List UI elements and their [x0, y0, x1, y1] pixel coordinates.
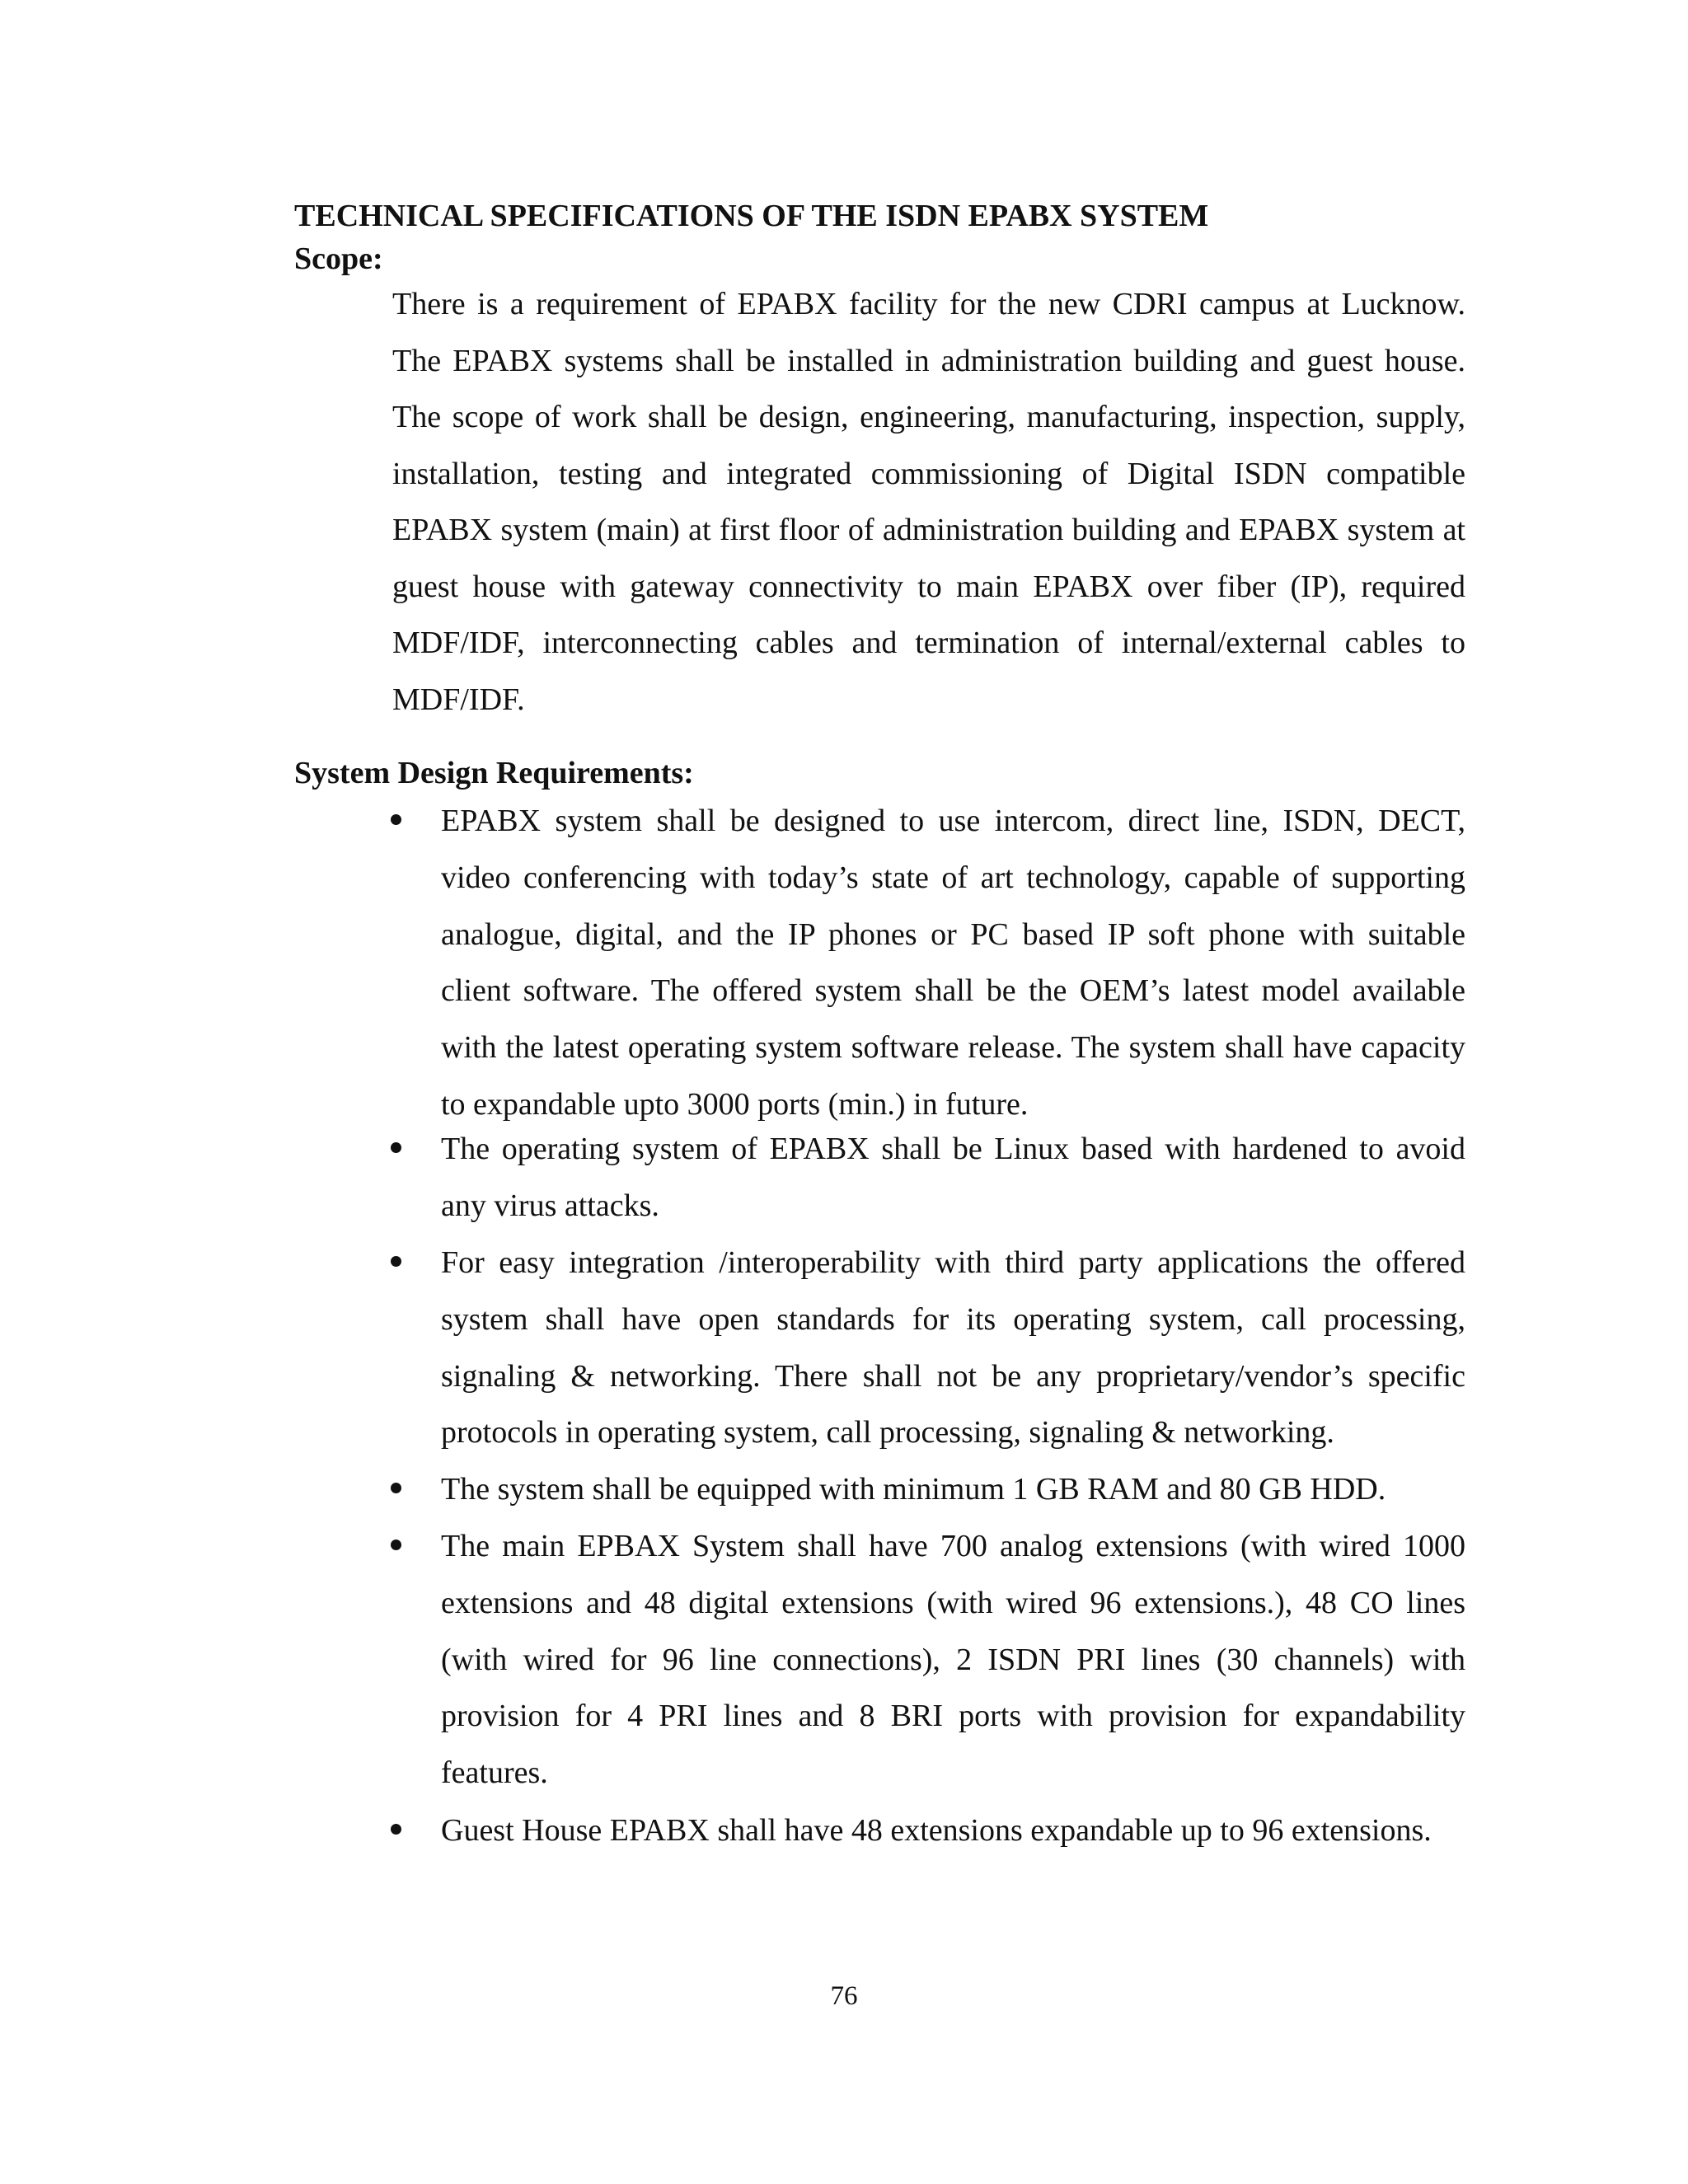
scope-paragraph: There is a requirement of EPABX facility for the new CDRI campus at Lucknow. The EPABX systems shall be installed in administration building and guest house. The scope of work shall be design, engineering, manufacturing, inspection, supply, installation, testing and integrated commissioning of Digital ISDN compatible EPABX system (main) at first floor of administration building and EPABX system at guest house with gateway connectivity to main EPABX over fiber (IP), required MDF/IDF, interconnecting cables and termination of internal/external cables to MDF/IDF. [392, 287, 1465, 717]
bullet-text: The system shall be equipped with minimum 1 GB RAM and 80 GB HDD. [441, 1472, 1386, 1507]
bullet-text: The main EPBAX System shall have 700 analog extensions (with wired 1000 extensions and 48 digital extensions (with wired 96 extensions.), 48 CO lines (with wired for 96 line connections), 2 ISDN PRI lines (30 channels) with provision for 4 PRI lines and 8 BRI ports with provision for expandability features. [441, 1529, 1465, 1791]
bullet-text: For easy integration /interoperability with third party applications the offered system shall have open standards for its operating system, call processing, signaling & networking. There shall not be any proprietary/vendor’s specific protocols in operating system, call processing, signaling & networking. [441, 1245, 1465, 1451]
page-number: 76 [830, 1981, 858, 2011]
bullet-icon [391, 1540, 401, 1550]
bullet-icon [391, 814, 401, 825]
bullet-icon [391, 1483, 401, 1493]
bullet-icon [391, 1824, 401, 1835]
bullet-text: Guest House EPABX shall have 48 extensions expandable up to 96 extensions. [441, 1813, 1432, 1848]
bullet-icon [391, 1256, 401, 1267]
scope-heading: Scope: [294, 241, 383, 276]
bullet-icon [391, 1142, 401, 1153]
document-title: TECHNICAL SPECIFICATIONS OF THE ISDN EPABX SYSTEM [294, 199, 1209, 233]
bullet-text: EPABX system shall be designed to use intercom, direct line, ISDN, DECT, video conferencing with today’s state of art technology, capable of supporting analogue, digital, and the IP phones or PC based IP soft phone with suitable client software. The offered system shall be the OEM’s latest model available with the latest operating system software release. The system shall have capacity to expandable upto 3000 ports (min.) in future. [441, 804, 1465, 1122]
system-design-heading: System Design Requirements: [294, 756, 694, 790]
bullet-text: The operating system of EPABX shall be Linux based with hardened to avoid any virus attacks. [441, 1132, 1465, 1223]
